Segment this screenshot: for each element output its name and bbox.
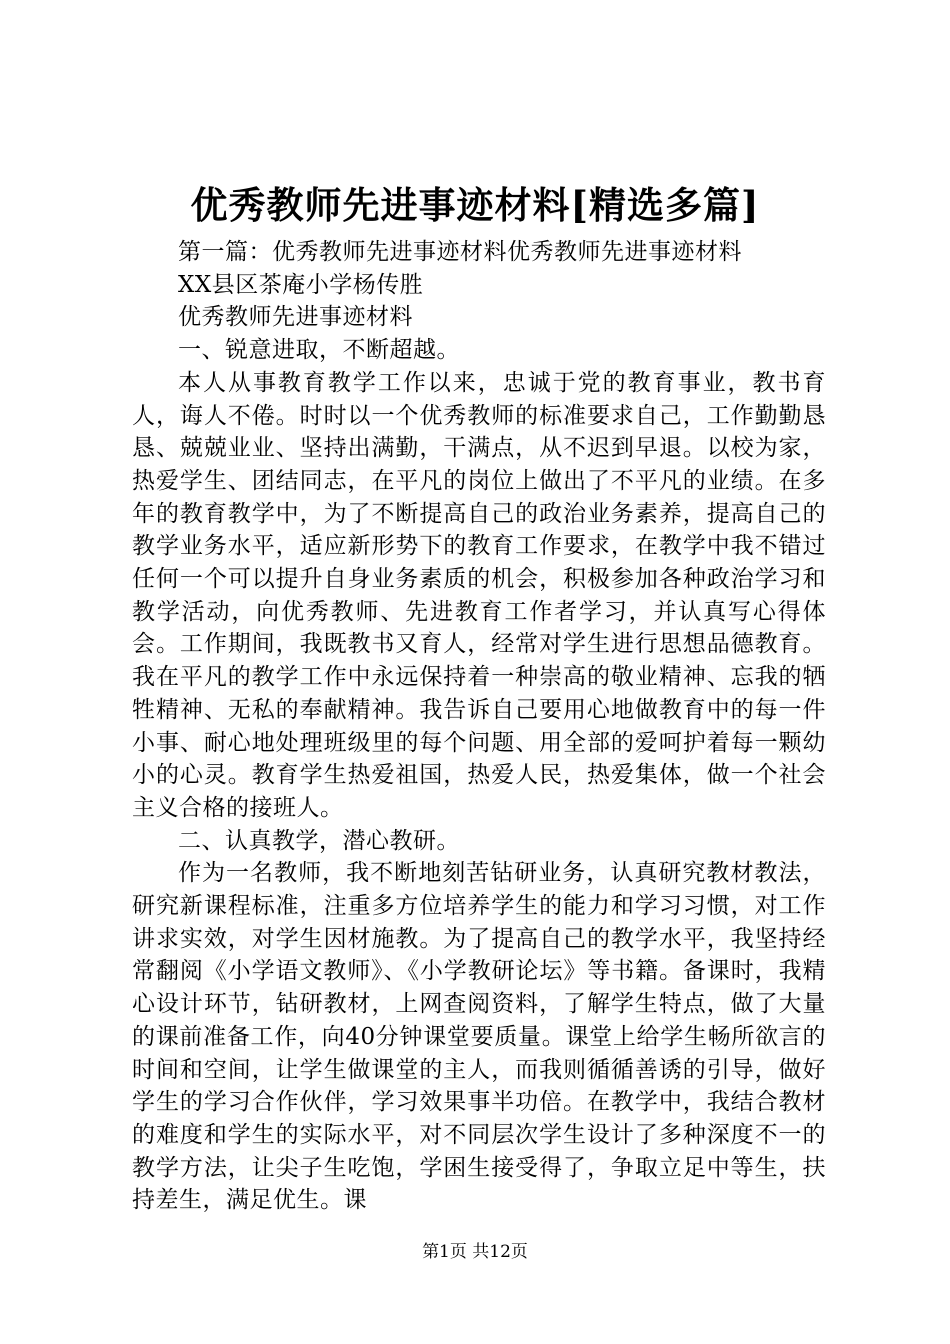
- paragraph-body-two: 作为一名教师，我不断地刻苦钻研业务，认真研究教材教法，研究新课程标准，注重多方位培养学生的能力和学习习惯，对工作讲求实效，对学生因材施教。为了提高自己的教学水平，我坚持经常翻阅《小学语文教师》、《小学教研论坛》等书籍。备课时，我精心设计环节，钻研教材，上网查阅资料，了解学生特点，做了大量的课前准备工作，向40分钟课堂要质量。课堂上给学生畅所欲言的时间和空间，让学生做课堂的主人，而我则循循善诱的引导，做好学生的学习合作伙伴，学习效果事半功倍。在教学中，我结合教材的难度和学生的实际水平，对不同层次学生设计了多种深度不一的教学方法，让尖子生吃饱，学困生接受得了，争取立足中等生，扶持差生，满足优生。课: [132, 860, 826, 1214]
- document-title: 优秀教师先进事迹材料[精选多篇]: [190, 183, 760, 227]
- paragraph-body-one: 本人从事教育教学工作以来，忠诚于党的教育事业，教书育人，诲人不倦。时时以一个优秀教师的标准要求自己，工作勤勤恳恳、兢兢业业、坚持出满勤，干满点，从不迟到早退。以校为家，热爱学生、团结同志，在平凡的岗位上做出了不平凡的业绩。在多年的教育教学中，为了不断提高自己的政治业务素养，提高自己的教学业务水平，适应新形势下的教育工作要求，在教学中我不错过任何一个可以提升自身业务素质的机会，积极参加各种政治学习和教学活动，向优秀教师、先进教育工作者学习，并认真写心得体会。工作期间，我既教书又育人，经常对学生进行思想品德教育。我在平凡的教学工作中永远保持着一种崇高的敬业精神、忘我的牺牲精神、无私的奉献精神。我告诉自己要用心地做教育中的每一件小事、耐心地处理班级里的每个问题、用全部的爱呵护着每一颗幼小的心灵。教育学生热爱祖国，热爱人民，热爱集体，做一个社会主义合格的接班人。: [132, 369, 826, 821]
- document-body: [132, 236, 826, 1217]
- paragraph-heading-two: 二、认真教学，潜心教研。: [178, 827, 460, 854]
- paragraph-author: XX县区茶庵小学杨传胜: [178, 271, 424, 298]
- page-number-footer: 第1页 共12页: [422, 1242, 528, 1262]
- paragraph-heading-one: 一、锐意进取，不断超越。: [178, 337, 460, 364]
- paragraph-section-heading: 第一篇：优秀教师先进事迹材料优秀教师先进事迹材料: [178, 239, 742, 265]
- paragraph-subtitle: 优秀教师先进事迹材料: [178, 304, 413, 331]
